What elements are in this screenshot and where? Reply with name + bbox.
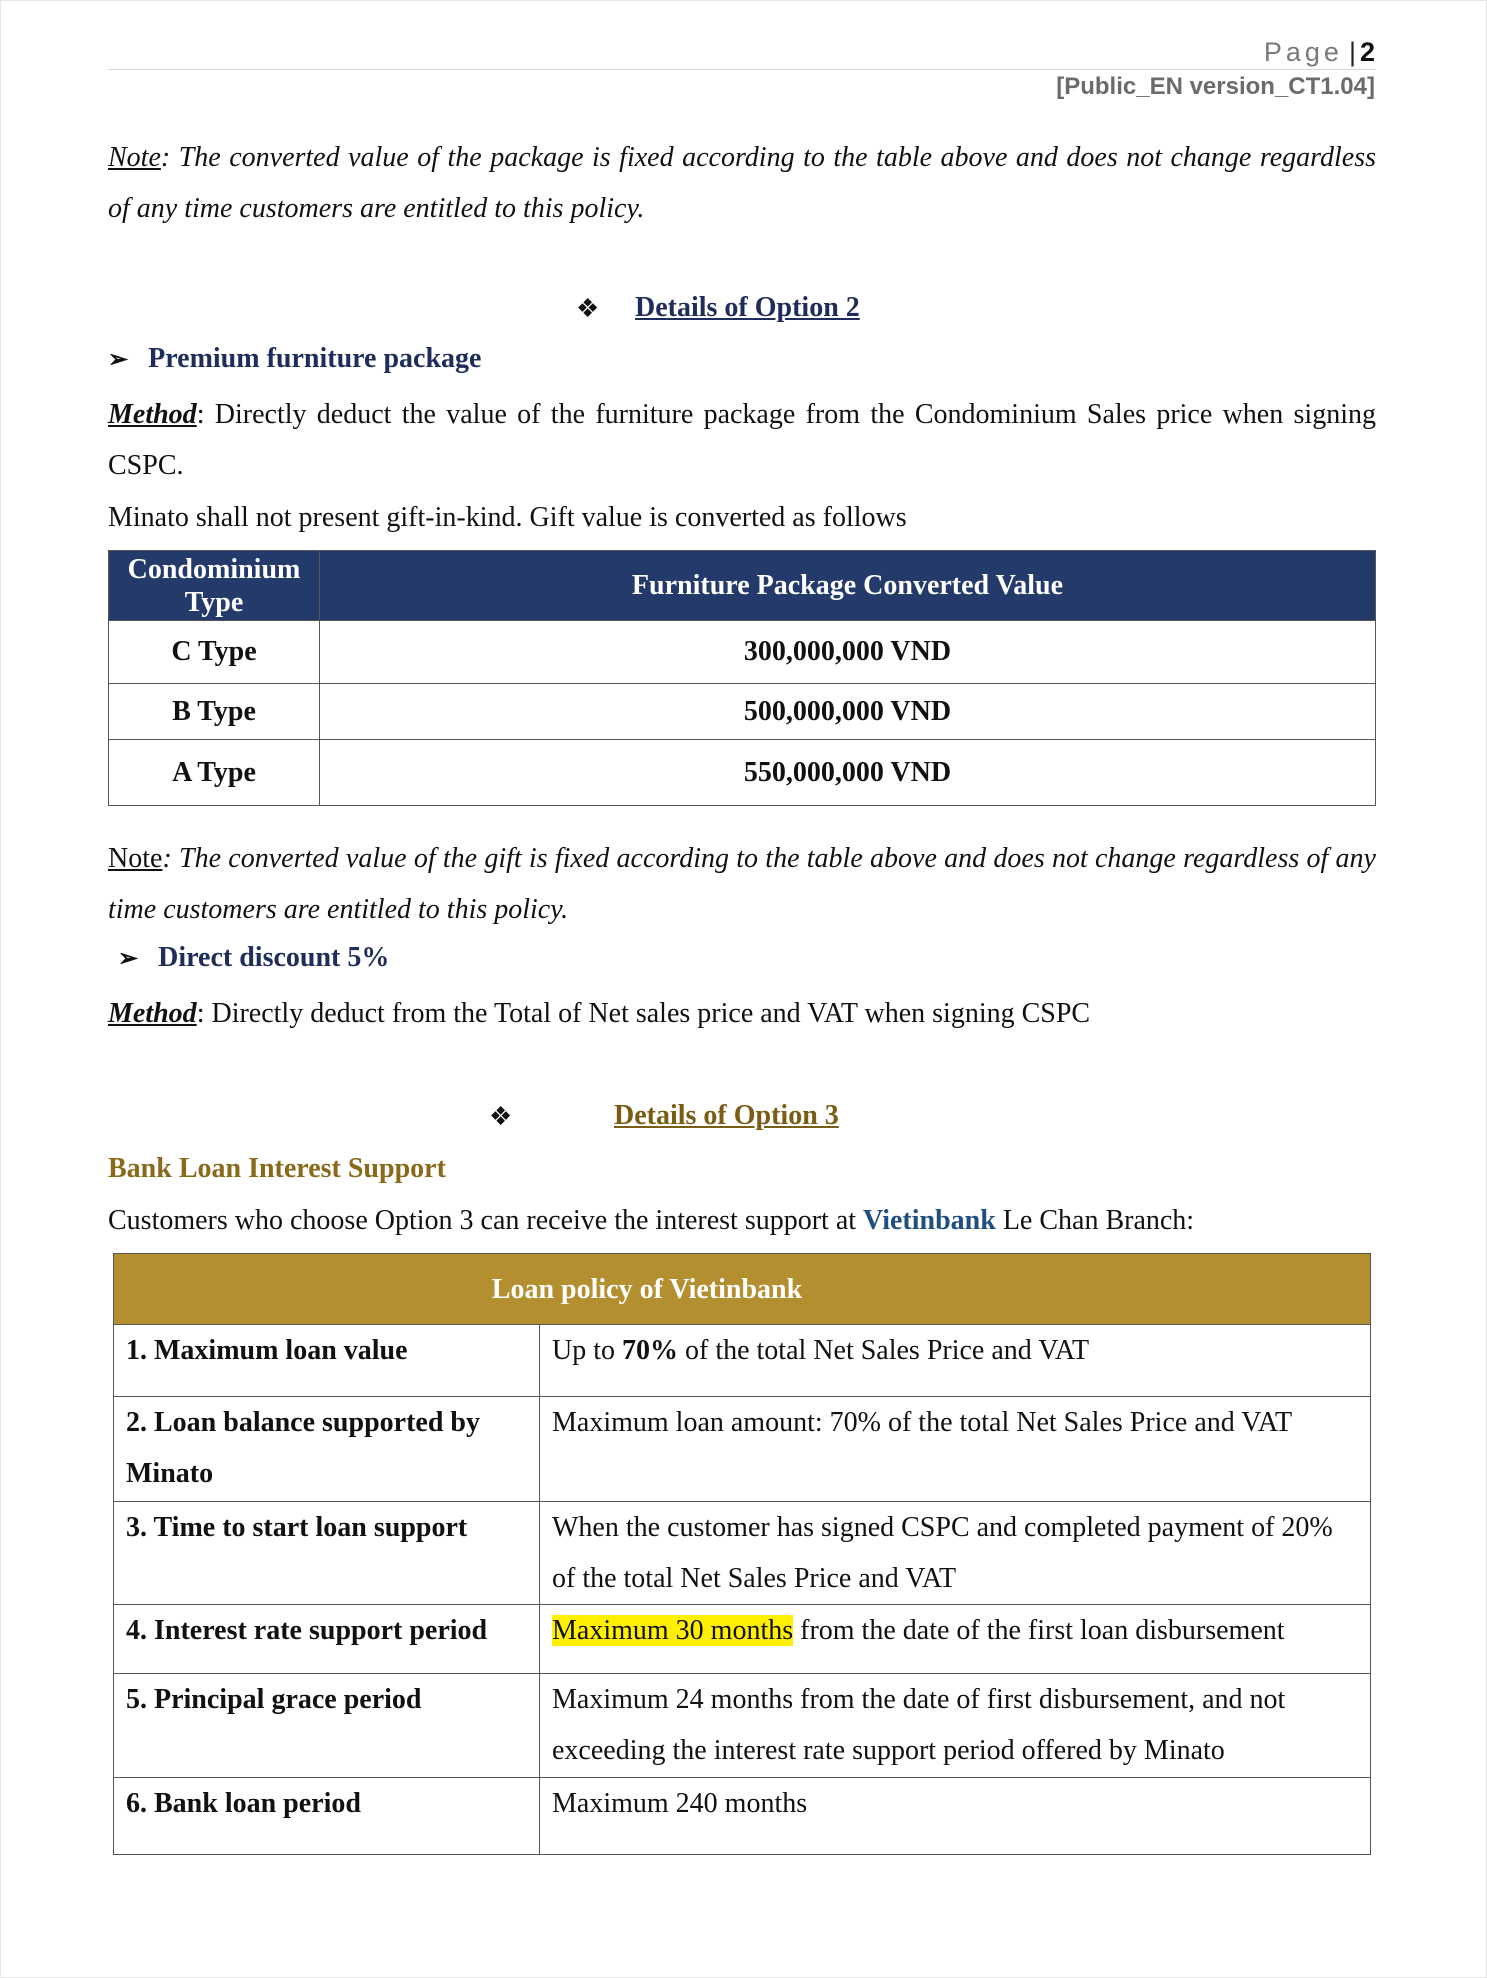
table-row xyxy=(114,1605,1371,1674)
row-label: 2. Loan balance supported by Minato xyxy=(114,1397,540,1502)
page-separator: | xyxy=(1348,37,1356,67)
cell-value: 500,000,000 VND xyxy=(320,684,1376,740)
row-value: Maximum 240 months xyxy=(540,1778,1371,1855)
furniture-value-table xyxy=(108,550,1376,806)
arrow-bullet-icon: ➢ xyxy=(108,347,129,373)
table-row xyxy=(114,1325,1371,1397)
page-label: Page xyxy=(1263,37,1343,67)
col-condominium-type: Condominium Type xyxy=(109,551,320,621)
premium-furniture-item xyxy=(108,343,481,375)
table-row xyxy=(114,1778,1371,1855)
option3-heading: Details of Option 3 xyxy=(614,1100,839,1131)
col-furniture-value: Furniture Package Converted Value xyxy=(320,551,1376,621)
cell-type: A Type xyxy=(109,740,320,806)
cell-type: B Type xyxy=(109,684,320,740)
row-value xyxy=(540,1325,1371,1397)
page-number: 2 xyxy=(1359,37,1375,67)
gift-conversion-text: Minato shall not present gift-in-kind. Gift value is converted as follows xyxy=(108,502,907,533)
intro-text: Customers who choose Option 3 can receive the interest support at xyxy=(108,1205,864,1236)
arrow-bullet-icon: ➢ xyxy=(118,946,139,972)
note-package-value xyxy=(108,132,1376,234)
method-label: Method xyxy=(108,998,197,1029)
note-gift-value xyxy=(108,833,1376,935)
value-text: from the date of the first loan disbursement xyxy=(793,1615,1285,1646)
direct-discount-item xyxy=(118,942,389,974)
row-label: 5. Principal grace period xyxy=(114,1674,540,1778)
cell-value: 550,000,000 VND xyxy=(320,740,1376,806)
note-colon: : xyxy=(160,142,171,173)
document-version: [Public_EN version_CT1.04] xyxy=(1056,73,1375,100)
option2-heading: Details of Option 2 xyxy=(635,292,860,323)
row-value: Maximum loan amount: 70% of the total Net Sales Price and VAT xyxy=(540,1397,1371,1502)
row-value: Maximum 24 months from the date of first disbursement, and not exceeding the interest rate support period offered by Minato xyxy=(540,1674,1371,1778)
table-row xyxy=(109,740,1376,806)
value-strong: 70% xyxy=(622,1335,678,1366)
note-colon: : xyxy=(162,843,172,874)
row-value: When the customer has signed CSPC and completed payment of 20% of the total Net Sales Price and VAT xyxy=(540,1502,1371,1605)
cell-value: 300,000,000 VND xyxy=(320,621,1376,684)
table-row xyxy=(114,1502,1371,1605)
table-row xyxy=(109,684,1376,740)
direct-discount-title: Direct discount 5% xyxy=(158,942,390,973)
table-row xyxy=(109,621,1376,684)
row-label: 3. Time to start loan support xyxy=(114,1502,540,1605)
discount-method xyxy=(108,988,1376,1039)
note-label: Note xyxy=(108,843,163,874)
table-row xyxy=(114,1397,1371,1502)
note-text: The converted value of the gift is fixed according to the table above and does not change regardless of any time customers are entitled to this policy. xyxy=(108,843,1376,925)
row-label: 4. Interest rate support period xyxy=(114,1605,540,1674)
table-row xyxy=(114,1674,1371,1778)
method-text: : Directly deduct from the Total of Net sales price and VAT when signing CSPC xyxy=(196,998,1091,1029)
highlighted-text: Maximum 30 months xyxy=(552,1615,794,1646)
note-text: The converted value of the package is fixed according to the table above and does not change regardless of any time customers are entitled to this policy. xyxy=(108,142,1376,224)
note-label: Note xyxy=(108,142,161,173)
loan-table-header: Loan policy of Vietinbank xyxy=(114,1254,1371,1325)
method-text: : Directly deduct the value of the furniture package from the Condominium Sales price when signing CSPC. xyxy=(108,399,1376,481)
option3-intro xyxy=(108,1195,1376,1246)
bank-name: Vietinbank xyxy=(863,1205,996,1236)
row-label: 1. Maximum loan value xyxy=(114,1325,540,1397)
method-label: Method xyxy=(108,399,197,430)
diamond-bullet-icon: ❖ xyxy=(576,294,600,323)
value-text: Up to xyxy=(552,1335,622,1366)
header-divider xyxy=(108,69,1376,70)
row-label: 6. Bank loan period xyxy=(114,1778,540,1855)
premium-furniture-title: Premium furniture package xyxy=(148,343,482,374)
page-number-line xyxy=(1056,34,1375,70)
value-text: of the total Net Sales Price and VAT xyxy=(678,1335,1090,1366)
diamond-bullet-icon: ❖ xyxy=(489,1102,513,1131)
premium-method xyxy=(108,389,1376,491)
loan-policy-table xyxy=(113,1253,1371,1855)
bank-loan-subtitle: Bank Loan Interest Support xyxy=(108,1153,446,1184)
cell-type: C Type xyxy=(109,621,320,684)
row-value xyxy=(540,1605,1371,1674)
intro-text-end: Le Chan Branch: xyxy=(995,1205,1195,1236)
